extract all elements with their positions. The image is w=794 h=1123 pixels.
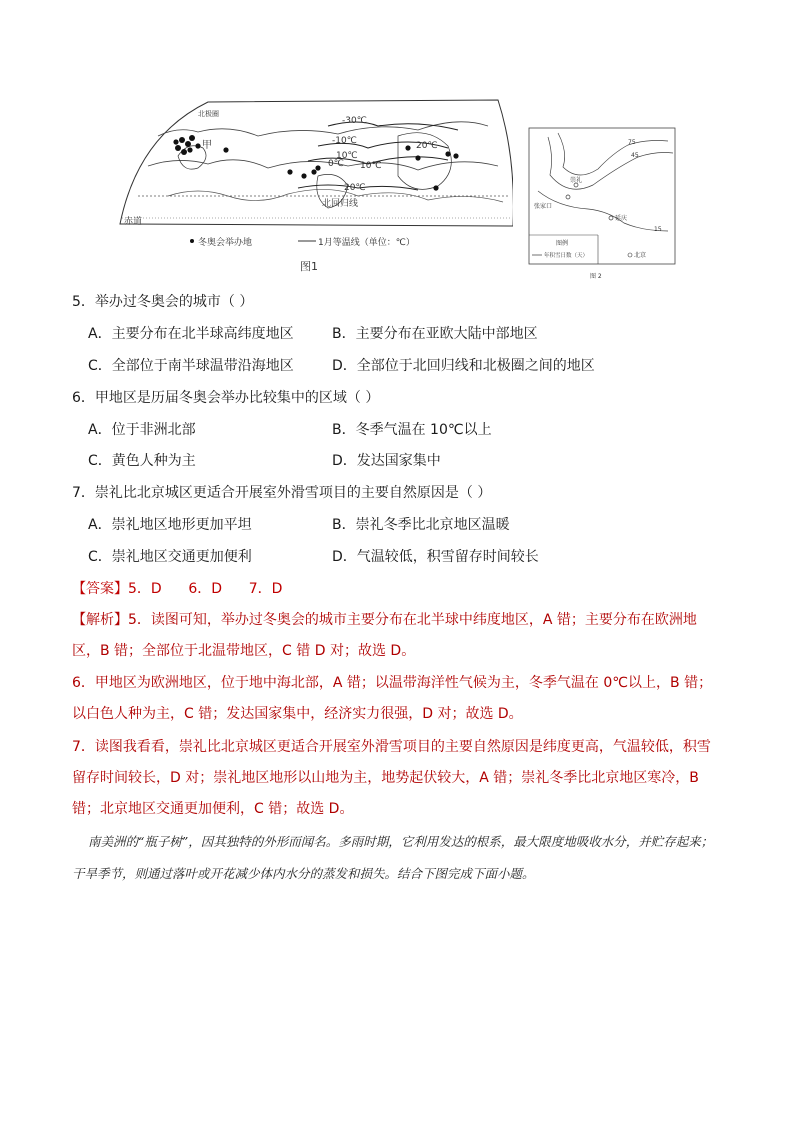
analysis-paragraph-1: [72, 605, 724, 667]
answer-text: 5．D 6．D 7．D: [128, 581, 283, 597]
equator-label: 赤道: [124, 217, 143, 227]
question-5-option-d: D．全部位于北回归线和北极圈之间的地区: [332, 358, 595, 374]
isotherm-label: 0℃: [328, 159, 344, 169]
question-7-option-b: B．崇礼冬季比北京地区温暖: [332, 517, 510, 533]
figure2-legend-title: 图例: [556, 240, 569, 247]
question-5-option-c: C．全部位于南半球温带沿海地区: [88, 358, 294, 374]
legend-isotherm-label: 1月等温线（单位：℃）: [318, 238, 415, 248]
arctic-circle-label: 北极圈: [198, 110, 219, 118]
isotherm-label: 10℃: [336, 151, 358, 161]
contour-label: 45: [631, 152, 639, 159]
analysis-paragraph-2: 6．甲地区为欧洲地区，位于地中海北部，A 错；以温带海洋性气候为主，冬季气温在 0℃以上，B 错；以白色人种为主，C 错；发达国家集中，经济实力很强，D 对；故选 D。: [72, 675, 713, 722]
question-7-option-d: D．气温较低，积雪留存时间较长: [332, 549, 539, 565]
isotherm-label: -30℃: [342, 116, 367, 126]
contour-label: 75: [628, 139, 636, 146]
isotherm-label: 10℃: [360, 161, 382, 171]
figure2-caption: 图 2: [590, 273, 602, 280]
question-5-stem: 5．举办过冬奥会的城市（ ）: [72, 294, 254, 310]
question-7-option-a: A．崇礼地区地形更加平坦: [88, 517, 252, 533]
question-5-option-a: A．主要分布在北半球高纬度地区: [88, 326, 294, 342]
figure2-legend-item: 年积雪日数（天）: [544, 253, 589, 259]
analysis-paragraph-3: 7．读图我看看，崇礼比北京城区更适合开展室外滑雪项目的主要自然原因是纬度更高，气温较低，积雪留存时间较长，D 对；崇礼地区地形以山地为主，地势起伏较大，A 错；崇礼冬季比北京地区寒冷，B 错；北京地区交通更加便利，C 错；故选 D。: [72, 739, 711, 817]
beijing-label: 北京: [634, 252, 647, 259]
analysis-text-1: 5．读图可知，举办过冬奥会的城市主要分布在北半球中纬度地区，A 错；主要分布在欧洲地区，B 错；全部位于北温带地区，C 错 D 对；故选 D。: [72, 612, 697, 659]
legend-dot-icon: [190, 239, 194, 243]
isotherm-label: 20℃: [344, 183, 366, 193]
question-6-option-a: A．位于非洲北部: [88, 422, 196, 438]
isotherm-label: 20℃: [416, 141, 438, 151]
figure1-world-map: [118, 96, 513, 276]
yanqing-label: 延庆: [615, 215, 628, 222]
question-5-option-b: B．主要分布在亚欧大陆中部地区: [332, 326, 538, 342]
question-7-stem: 7．崇礼比北京城区更适合开展室外滑雪项目的主要自然原因是（ ）: [72, 485, 492, 501]
contour-label: 15: [654, 226, 662, 233]
isotherm-label: -10℃: [332, 136, 357, 146]
question-7-option-c: C．崇礼地区交通更加便利: [88, 549, 252, 565]
reading-passage: 南美洲的“瓶子树”，因其独特的外形而闻名。多雨时期，它利用发达的根系，最大限度地吸收水分，并贮存起来；干旱季节，则通过落叶或开花减少体内水分的蒸发和损失。结合下图完成下面小题。: [72, 834, 714, 881]
legend-host-label: 冬奥会举办地: [198, 238, 253, 248]
zhangjiakou-label: 张家口: [534, 203, 553, 210]
figure2-local-map: [528, 127, 676, 281]
question-6-option-c: C．黄色人种为主: [88, 453, 196, 469]
answer-line: [72, 579, 282, 599]
question-6-option-b: B．冬季气温在 10℃以上: [332, 422, 492, 438]
chongli-label: 崇礼: [570, 177, 583, 184]
question-6-stem: 6．甲地区是历届冬奥会举办比较集中的区域（ ）: [72, 390, 380, 406]
tropic-of-cancer-label: 北回归线: [322, 199, 359, 209]
analysis-tag: 【解析】: [72, 612, 128, 628]
answer-tag: 【答案】: [72, 581, 128, 597]
map-outline: [120, 100, 513, 226]
figure1-caption: 图1: [300, 260, 318, 273]
question-6-option-d: D．发达国家集中: [332, 453, 441, 469]
region-jia-label: 甲: [202, 140, 212, 151]
